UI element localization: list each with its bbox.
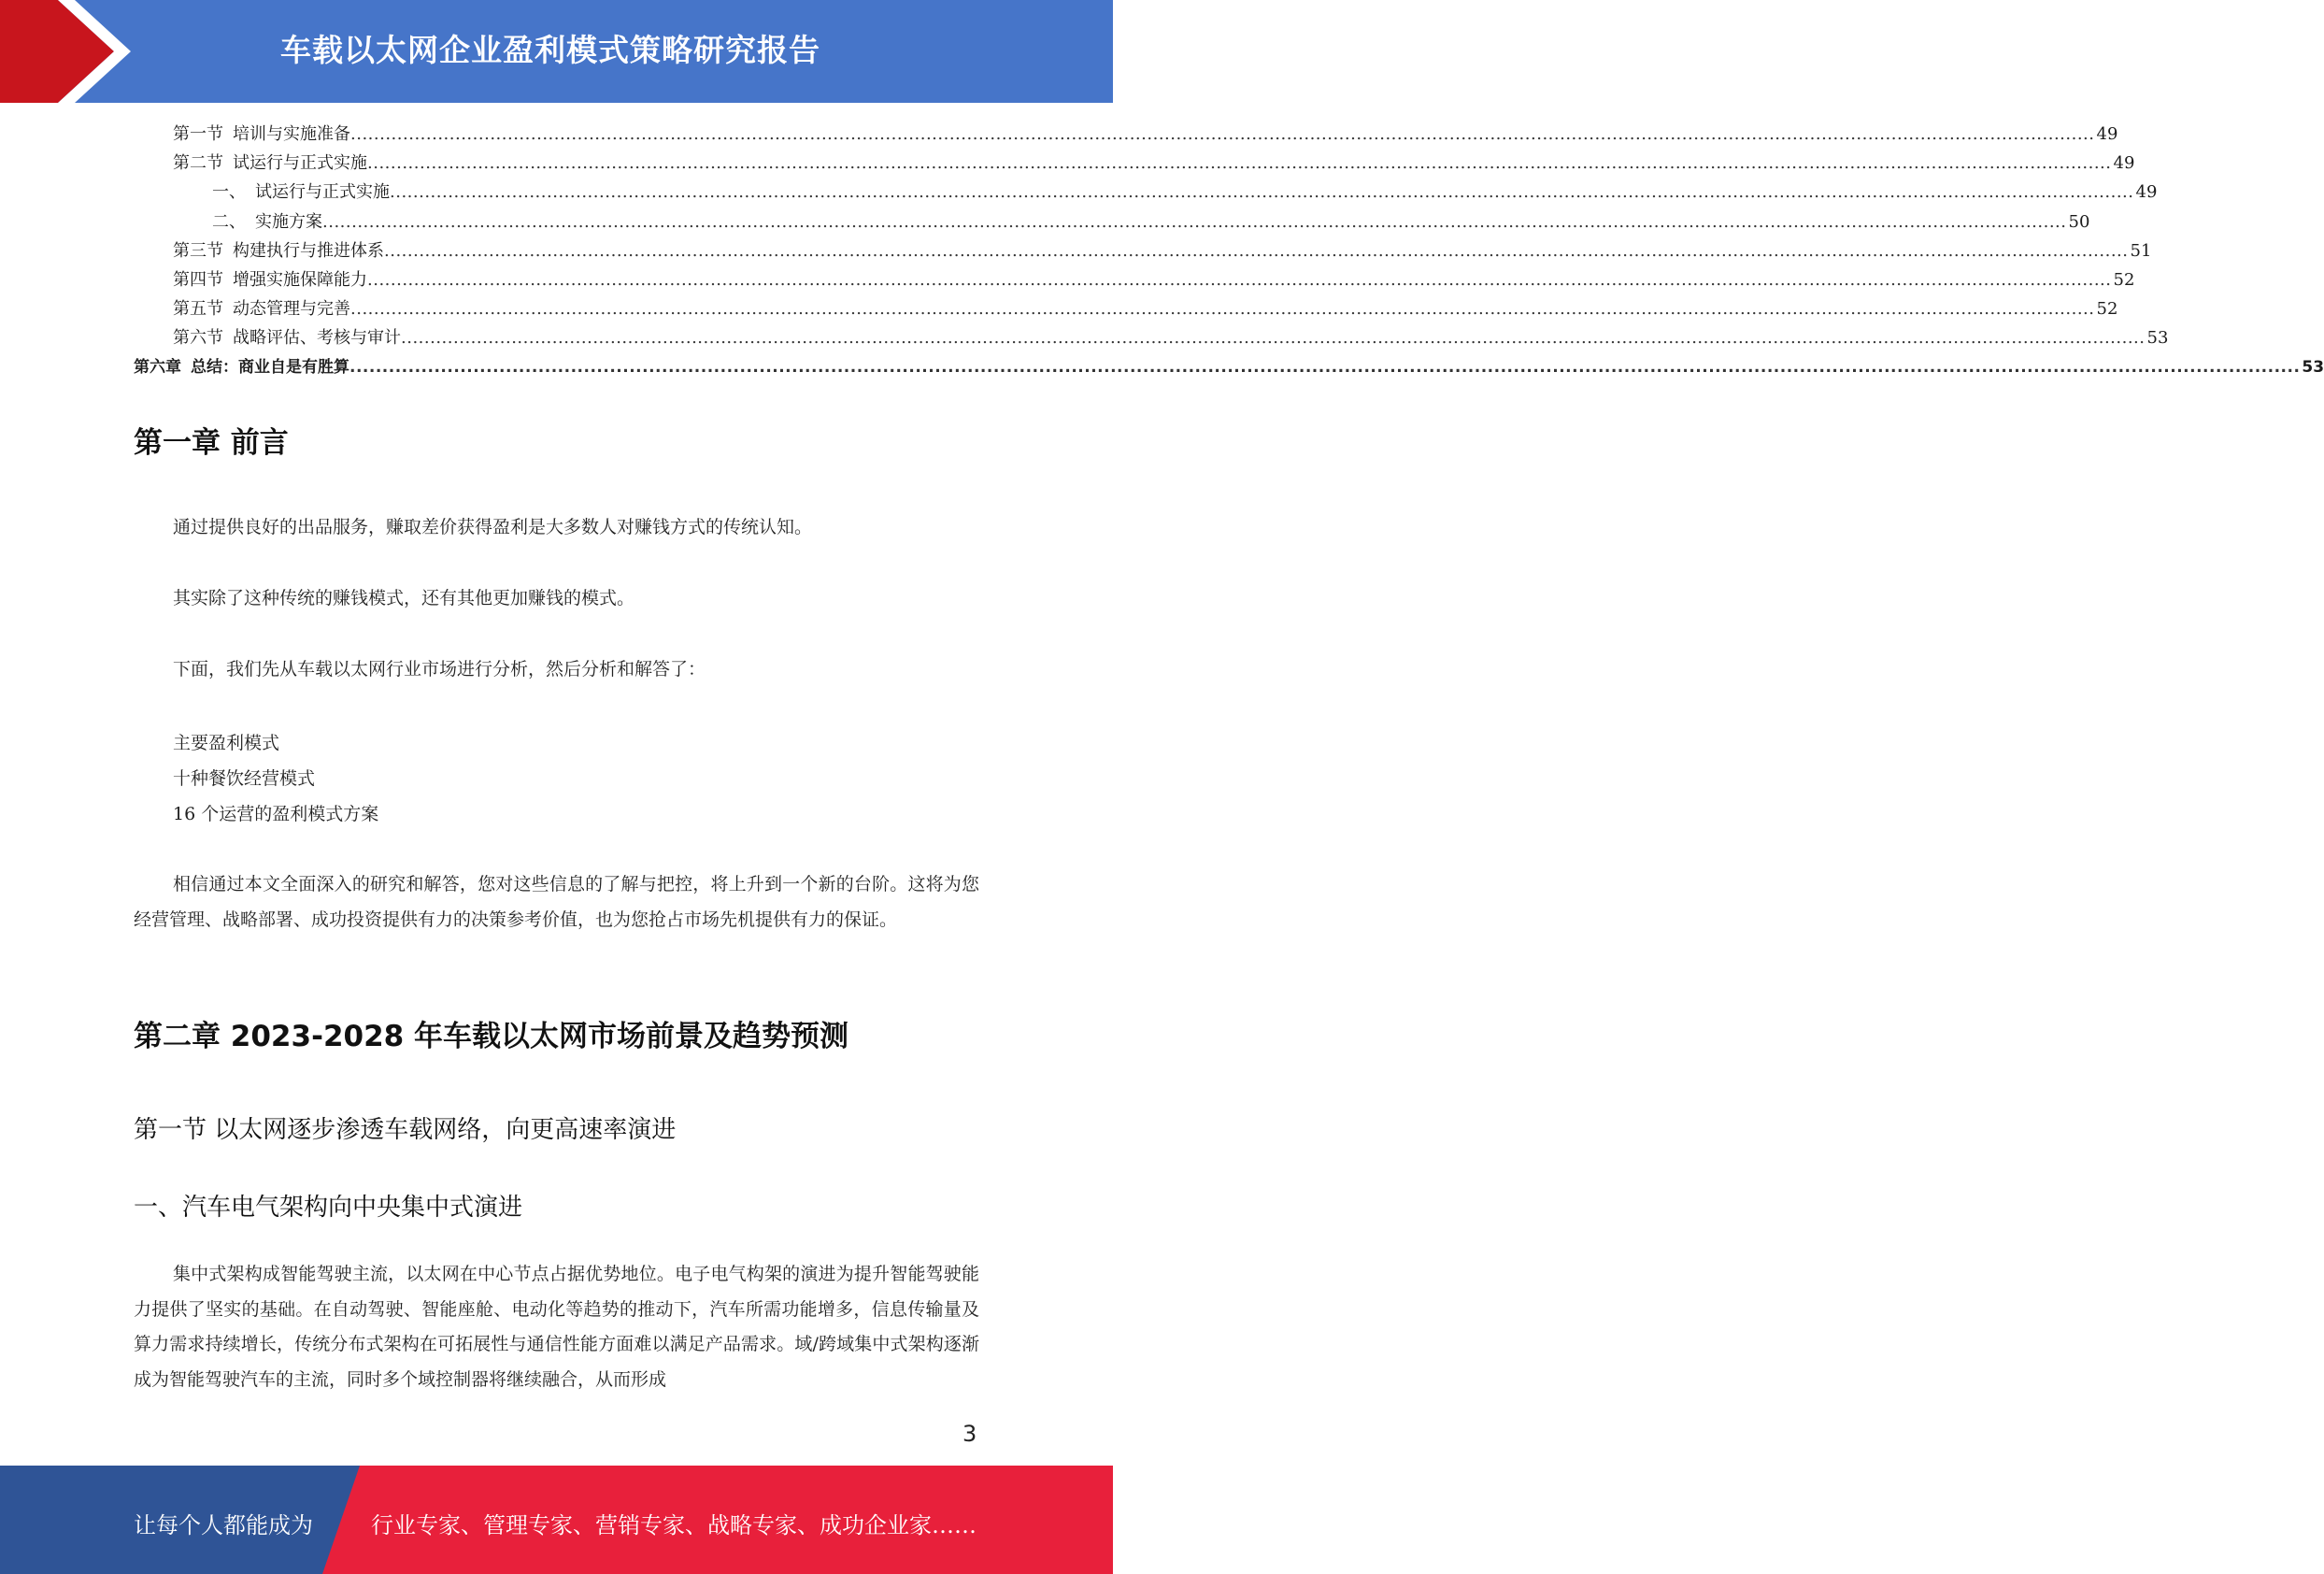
page-footer: [0, 1466, 1113, 1574]
toc-dot-leader: ............................................................................................................................................................................................................................................................................................................: [390, 182, 2134, 203]
list-item: 16 个运营的盈利模式方案: [173, 804, 379, 824]
subsection-heading: 一、汽车电气架构向中央集中式演进: [134, 1194, 523, 1222]
toc-entry[interactable]: [134, 323, 2169, 352]
chapter-heading: 第二章 2023-2028 年车载以太网市场前景及趋势预测: [134, 1020, 849, 1053]
toc-entry-title: 战略评估、考核与审计: [233, 328, 401, 349]
toc-entry-title: 试运行与正式实施: [255, 182, 390, 203]
chapter-heading: 第一章 前言: [134, 426, 289, 460]
toc-entry[interactable]: [134, 149, 2135, 178]
toc-entry-page: 52: [2113, 269, 2135, 290]
toc-dot-leader: ............................................................................................................................................................................................................................................................................................................: [350, 299, 2095, 320]
toc-entry-page: 52: [2096, 299, 2118, 320]
toc-entry-number: 第四节: [173, 269, 223, 290]
toc-entry[interactable]: [134, 265, 2135, 294]
page-number: 3: [962, 1421, 977, 1447]
toc-entry[interactable]: [134, 294, 2118, 323]
section-heading: 第一节 以太网逐步渗透车载网络，向更高速率演进: [134, 1116, 677, 1144]
toc-entry-page: 50: [2068, 211, 2090, 232]
toc-entry-title: 试运行与正式实施: [233, 153, 367, 174]
report-title: 车载以太网企业盈利模式策略研究报告: [280, 32, 820, 68]
table-of-contents: [134, 120, 2324, 382]
toc-entry-number: 一、: [212, 182, 246, 203]
toc-entry-number: 第五节: [173, 299, 223, 320]
toc-entry-number: 第二节: [173, 153, 223, 174]
toc-entry-page: 49: [2096, 124, 2118, 144]
list-item: 主要盈利模式: [173, 733, 280, 753]
toc-entry-title: 动态管理与完善: [233, 299, 350, 320]
footer-slogan-left: 让每个人都能成为: [134, 1512, 313, 1538]
paragraph: 其实除了这种传统的赚钱模式，还有其他更加赚钱的模式。: [173, 588, 635, 608]
paragraph: 集中式架构成智能驾驶主流，以太网在中心节点占据优势地位。电子电气构架的演进为提升智能驾驶能力提供了坚实的基础。在自动驾驶、智能座舱、电动化等趋势的推动下，汽车所需功能增多，信息传输量及算力需求持续增长，传统分布式架构在可拓展性与通信性能方面难以满足产品需求。域/跨域集中式架构逐渐成为智能驾驶汽车的主流，同时多个域控制器将继续融合，从而形成: [134, 1264, 979, 1390]
toc-entry-page: 53: [2146, 328, 2169, 349]
toc-dot-leader: ............................................................................................................................................................................................................................................................................................................: [367, 269, 2112, 290]
toc-entry-page: 51: [2130, 240, 2152, 261]
toc-entry-title: 增强实施保障能力: [233, 269, 367, 290]
paragraph: 下面，我们先从车载以太网行业市场进行分析，然后分析和解答了：: [173, 659, 706, 680]
toc-dot-leader: ............................................................................................................................................................................................................................................................................................................: [367, 153, 2112, 174]
toc-entry-page: 53: [2302, 357, 2324, 377]
paragraph: 通过提供良好的出品服务，赚取差价获得盈利是大多数人对赚钱方式的传统认知。: [173, 517, 813, 537]
toc-entry-title: 总结：商业自是有胜算: [191, 357, 349, 377]
header-arrow-decoration: [0, 0, 150, 103]
toc-dot-leader: ............................................................................................................................................................................................................................................................................................................: [349, 357, 2301, 377]
paragraph: 相信通过本文全面深入的研究和解答，您对这些信息的了解与把控，将上升到一个新的台阶。这将为您经营管理、战略部署、成功投资提供有力的决策参考价值，也为您抢占市场先机提供有力的保证。: [134, 874, 979, 930]
toc-dot-leader: ............................................................................................................................................................................................................................................................................................................: [384, 240, 2129, 261]
toc-dot-leader: ............................................................................................................................................................................................................................................................................................................: [322, 211, 2067, 232]
toc-entry[interactable]: [134, 178, 2158, 207]
toc-entry-number: 第三节: [173, 240, 223, 261]
toc-entry[interactable]: [134, 353, 2324, 382]
toc-entry-number: 第六节: [173, 328, 223, 349]
toc-dot-leader: ............................................................................................................................................................................................................................................................................................................: [401, 328, 2146, 349]
toc-entry-number: 二、: [212, 211, 246, 232]
toc-dot-leader: ............................................................................................................................................................................................................................................................................................................: [350, 124, 2095, 144]
page-header: [0, 0, 1113, 103]
toc-entry-title: 实施方案: [255, 211, 322, 232]
toc-entry-page: 49: [2135, 182, 2158, 203]
toc-entry-title: 构建执行与推进体系: [233, 240, 384, 261]
toc-entry[interactable]: [134, 207, 2090, 236]
toc-entry-title: 培训与实施准备: [233, 124, 350, 144]
toc-entry[interactable]: [134, 120, 2118, 149]
toc-entry-number: 第六章: [134, 357, 181, 377]
list-item: 十种餐饮经营模式: [173, 768, 316, 789]
toc-entry-number: 第一节: [173, 124, 223, 144]
toc-entry[interactable]: [134, 236, 2152, 265]
footer-slogan-right: 行业专家、管理专家、营销专家、战略专家、成功企业家……: [371, 1512, 977, 1538]
toc-entry-page: 49: [2113, 153, 2135, 174]
